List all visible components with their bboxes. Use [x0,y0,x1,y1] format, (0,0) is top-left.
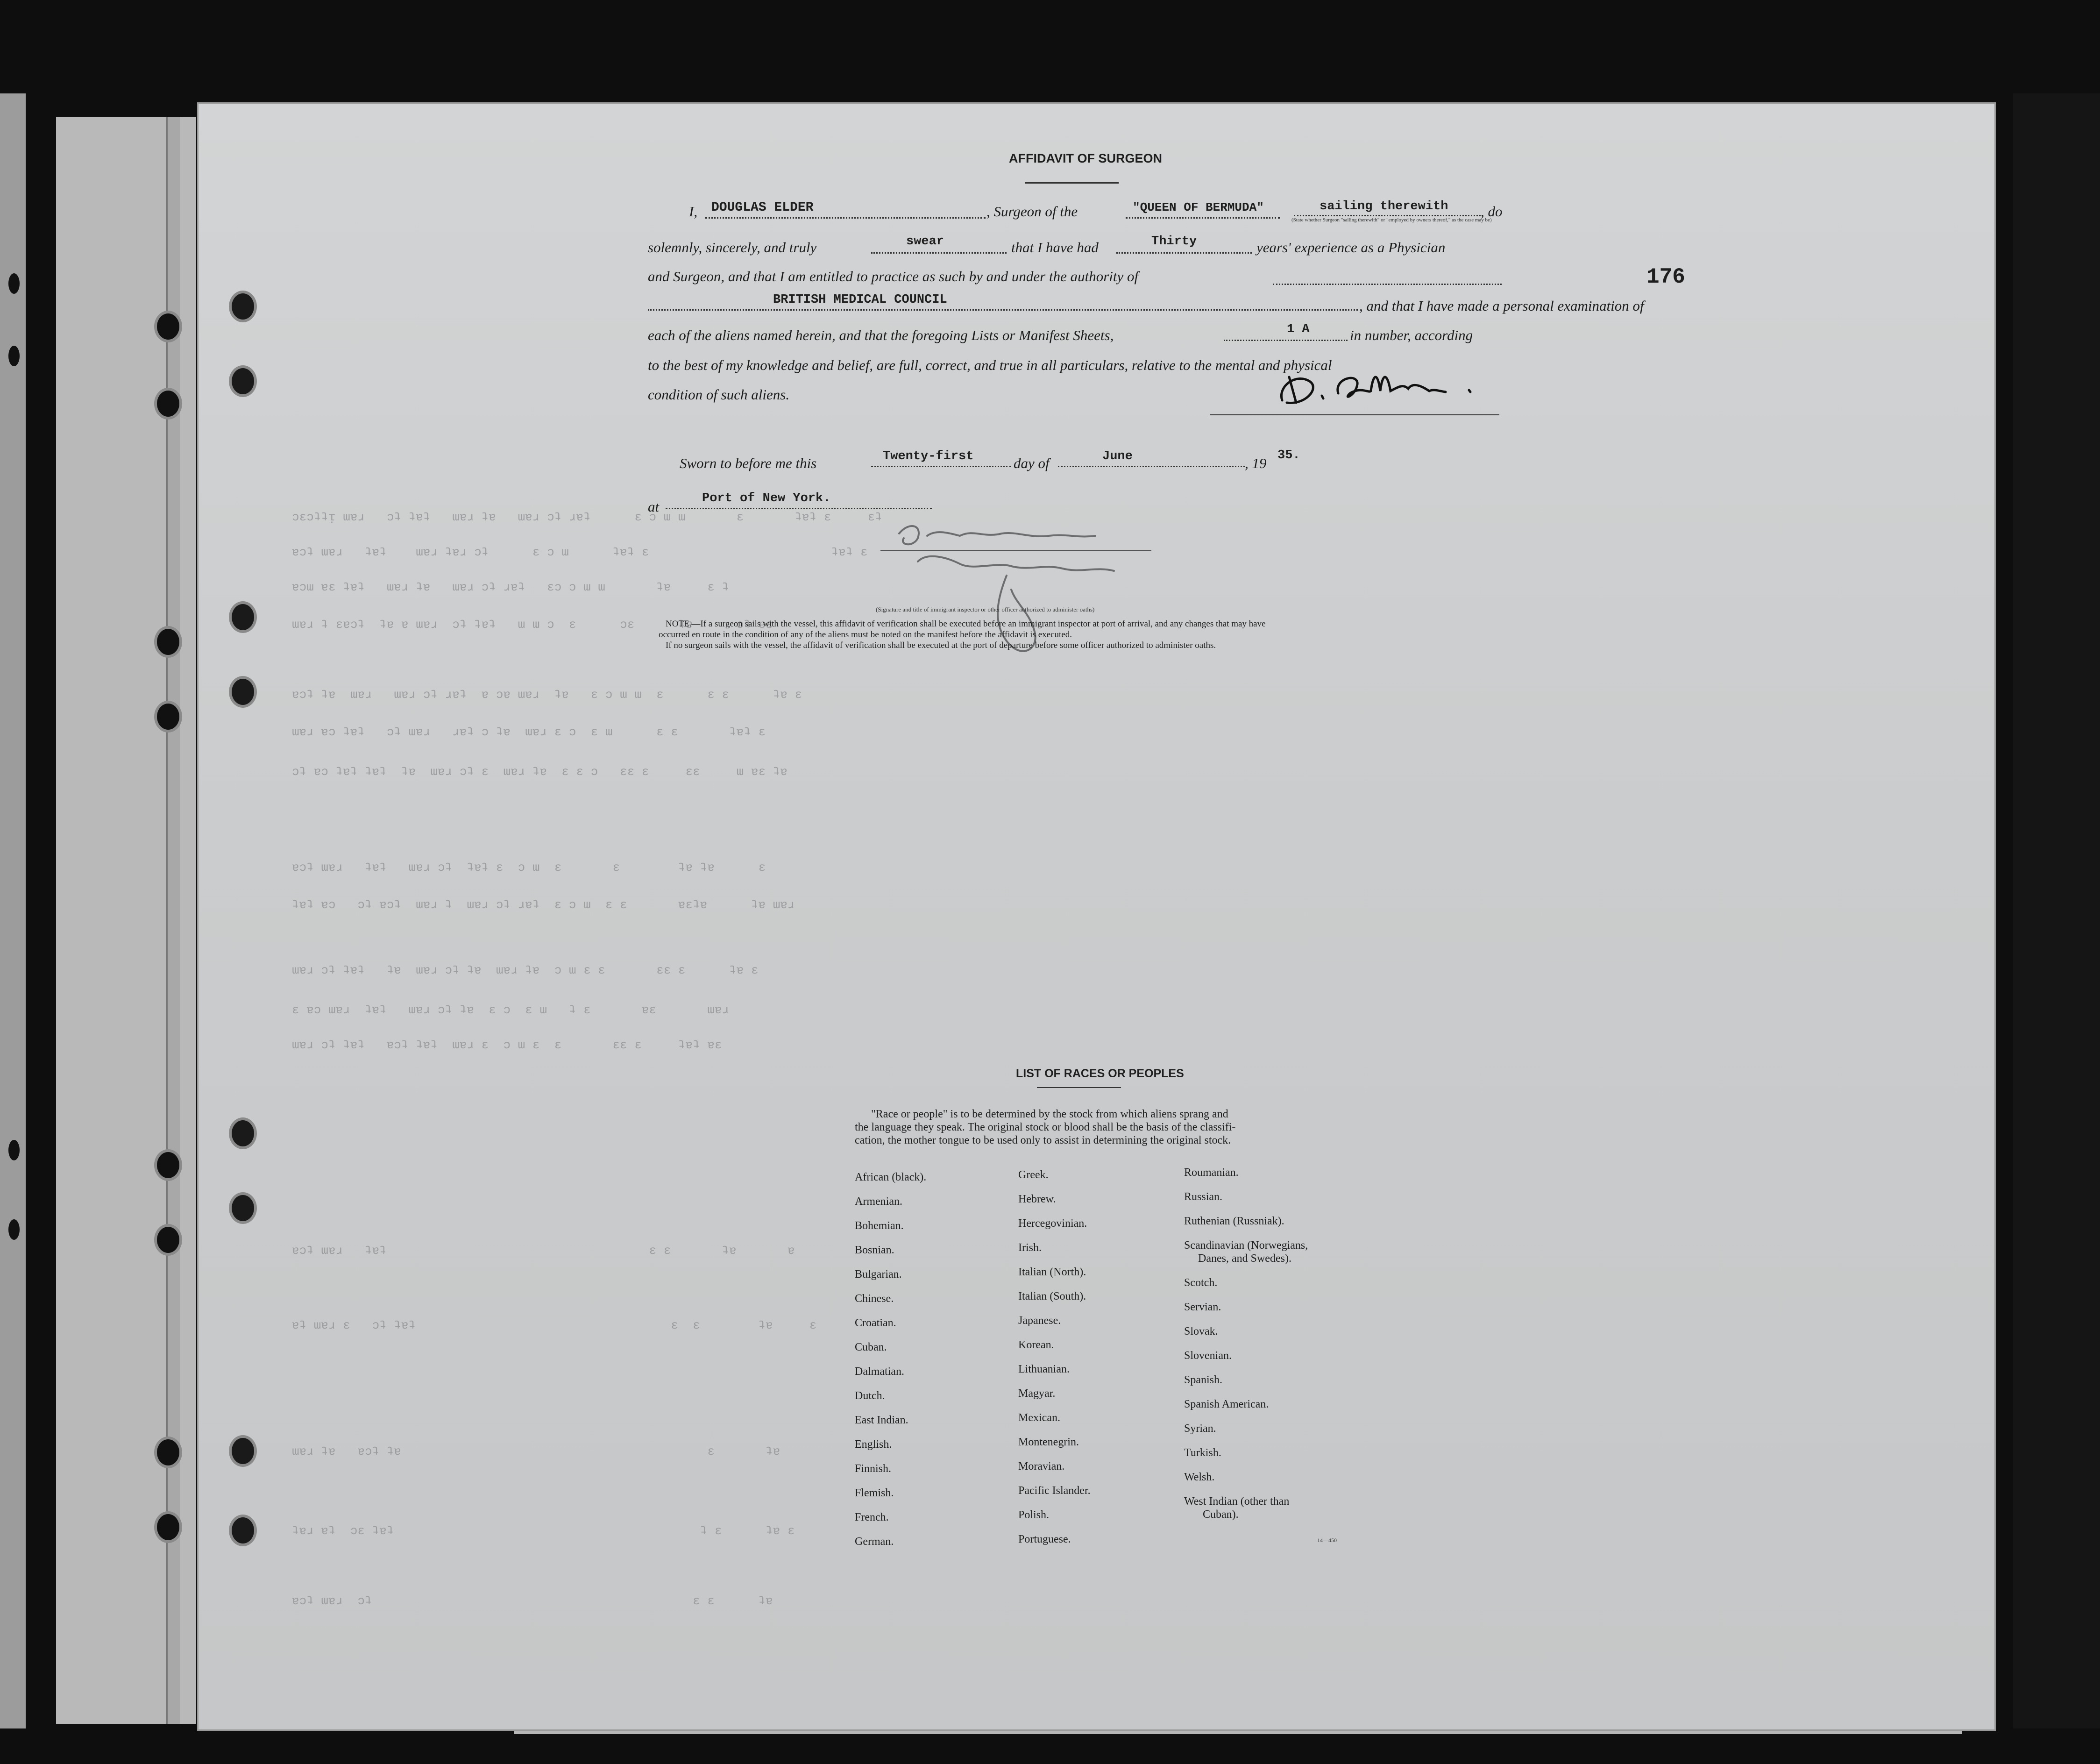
ship-name: "QUEEN OF BERMUDA" [1133,200,1264,214]
race-item: Lithuanian. [1018,1363,1070,1375]
binder-hole-icon [154,311,182,342]
authority-line-2 [648,309,1358,311]
affidavit-sheet: ɔɛɔʇʇᴉ ɯɐɹ ɔʇ ʇɐʇ ɯɐɹ ʇɐ ɯɐɹ ɔʇ ɹɐʇ ɛ ɔ ɯ ɯ ɛ ʇɐʇ ɛ ɛʇ ɐɔʇ ɯɐɹ ʇɐʇ ɯɐɹ ʇɐɹ ɔʇ ɛ ɔ ɯ ʇɐʇ ɛ ʇɐʇ ɛ ɐɔɯ ɐɛ ʇɐʇ ɯɐɹ ʇɐ ɯɐɹ ɔʇ ɹɐʇ ɛɔ ɔ ɯ ɯ ʇɐ ɛ ʇ ɯɐɹ ʇ ɛɐɔʇ ʇɐ ɐ ɯɐɹ ɔʇ ʇɐʇ ɯ ɯ ɔ ɛ ɔɛ ʇɐ ɔʇ ɐɛ ɐɔʇ ʇɐ ɯɐɹ ɯɐɹ ɔʇ ɹɐʇ ɐ ɔɐ ɯɐɹ ʇɐ ɛ ɔ ɯ ɯ ɛ ɛ ɛ ʇɐ ɛ ɯɐɹ ɐɔ ʇɐʇ ɔʇ ɯɐɹ ɹɐʇ ɔ ʇɐ ɯɐɹ ɛ ɔ ɛ ɯ ɛ ɛ ʇɐʇ ɛ ɔʇ ɐɔ ʇɐʇ ʇɐʇ ʇɐ ɯɐɹ ɔʇ ɛ ɯɐɹ ʇɐ ɛ ɛ ɔ ɛɛ ɛ ɛɛ ɯ ɐɛ ʇɐ ɐɔʇ ɯɐɹ ʇɐʇ ɯɐɹ ɔʇ ʇɐʇ ɛ ɔ ɯ ɛ ɛ ʇɐ ʇɐ ɛ ʇɐʇ ɐɔ ɔʇ ɐɔʇ ɯɐɹ ʇ ɯɐɹ ɔʇ ɹɐʇ ɛ ɔ ɯ ɛ ɛ ɐɛʇɐ ʇɐ ɯɐɹ ɯɐɹ ɔʇ ʇɐʇ ʇɐ ɯɐɹ ɔʇ ʇɐ ɯɐɹ ʇɐ ɔ ɯ ɛ ɛ ɛɛ ɛ ʇɐ ɛ ɛ ɐɔ ɯɐɹ ʇɐʇ ɯɐɹ ɔʇ ʇɐ ɛ ɔ ɛ ɯ ʇ ɛ ɐɛ ɯɐɹ ɯɐɹ ɔʇ ʇɐʇ ɐɔʇ ʇɐʇ ɯɐɹ ɛ ɔ ɯ ɛ ɛ ɛɛ ɛ ʇɐʇ ɐɛ ɐɔʇ ɯɐɹ ʇɐʇ ɛ ɛ ʇɐ ɐ ɐʇ ɯɐɹ ɛ ɔʇ ʇɐʇ ɛ ɛ ʇɐ ɛ ɯɐɹ ʇɐ ɐɔʇ ʇɐ ɛ ʇɐ ʇɐɹ ɐʇ ɔɛ ʇɐʇ ʇ ɛ ʇɐ ɛ ɐɔʇ ɯɐɹ ɔʇ ɛ ɛ ʇɐ 176 AFFIDAVIT OF SURGEON I, DOUGLAS ELDER , Surgeon of the "QUEEN OF BERMUDA" sailing therewith (State whether Surgeon "sailing therewith" or "employed by owners thereof," as the case may be) , do solemnly, sincerely, and truly swear that I have had Thirty years' experience as a Physician and Surgeon, and that I am entitled to practice as such by and under the authority of BRITISH MEDICAL COUNCIL , and that I have made a personal examination of each of the aliens named herein, and that the foregoing Lists or Manifest Sheets, 1 A in number, according to the best of my knowledge and belief, are full, correct, and true in all particulars, relative to the mental and physical condition of such aliens. Sworn to before me this Twenty-first day of June , 19 35. at Port of New York. (Signature and title of immigrant inspector or other officer authorized to administer oaths) NOTE.—If a surgeon sails with the vessel, this affidavit of verification shall be executed before an immigrant inspector at port of arrival, and any changes that may have occurred en route in the condition of any of the aliens must be noted on the manifest before the affidavit is executed. If no surgeon sails with the vessel, the affidavit of verification shall be executed at the port of departure before some officer authorized to administer oaths. LIST OF RACES OR PEOPLES "Race or people" is to be determined by the stock from which aliens sprang and the language they speak. The original stock or blood shall be the basis of the classifi- cation, the mother tongue to be used only to assist in determining the original stock. African (black). Armenian. Bohemian. Bosnian. Bulgarian. Chinese. Croatian. Cuban. Dalmatian. Dutch. East Indian. English. Finnish. Flemish. French. German. Greek. Hebrew. Hercegovinian. Irish. Italian (North). Italian (South). Japanese. Korean. Lithuanian. Magyar. Mexican. Montenegrin. Moravian. Pacific Islander. Polish. Portuguese. Roumanian. Russian. Ruthenian (Russniak). Scandinavian (Norwegians, Danes, and Swedes). Scotch. Servian. Slovak. Slovenian. Spanish. Spanish American. Syrian. Turkish. Welsh. West Indian (other than Cuban). 14—450 [199,104,1994,1729]
race-item: English. [855,1438,892,1451]
authority-line-1 [1273,284,1502,285]
binder-hole-icon [154,1149,182,1181]
inspector-signature-icon [890,519,1217,678]
race-item: Danes, and Swedes). [1198,1252,1291,1265]
line3: and Surgeon, and that I am entitled to practice as such by and under the authority of [648,268,1139,285]
sworn-place: Port of New York. [702,491,831,505]
binder-hole-icon [154,1511,182,1543]
race-item: Scotch. [1184,1277,1218,1289]
ship-line [1126,217,1280,219]
inspector-line [880,550,1151,551]
place-line [666,508,932,509]
race-item: Cuban). [1203,1508,1239,1521]
race-item: Magyar. [1018,1387,1056,1400]
race-item: African (black). [855,1171,927,1183]
day-line [871,466,1011,467]
race-item: Armenian. [855,1195,902,1208]
race-item: Irish. [1018,1242,1042,1254]
left-page-edge [166,117,180,1724]
line6: to the best of my knowledge and belief, are full, correct, and true in all particulars, relative to the mental and physical [648,357,1332,373]
sworn-month: June [1102,449,1133,463]
race-item: French. [855,1511,889,1523]
race-item: Montenegrin. [1018,1436,1079,1448]
race-item: West Indian (other than [1184,1495,1290,1508]
race-item: Bulgarian. [855,1268,902,1280]
binder-hole-icon [229,1117,257,1149]
officer-caption: (Signature and title of immigrant inspector or other officer authorized to administer oaths) [876,606,1095,613]
line2-pre: solemnly, sincerely, and truly [648,239,817,256]
sailing-footnote: (State whether Surgeon "sailing therewith" or "employed by owners thereof," as the case may be) [1291,217,1492,223]
race-item: Bosnian. [855,1244,894,1256]
races-title: LIST OF RACES OR PEOPLES [1016,1067,1184,1080]
binder-hole-icon [229,1515,257,1546]
binder-hole-icon [229,291,257,322]
name-line [705,217,986,219]
race-item: Pacific Islander. [1018,1485,1091,1497]
binder-hole-icon [229,1435,257,1467]
binder-hole-icon [8,346,20,366]
race-item: Greek. [1018,1169,1049,1181]
binder-hole-icon [8,1140,20,1160]
races-intro-1: "Race or people" is to be determined by the stock from which aliens sprang and [871,1108,1228,1120]
affidavit-title: AFFIDAVIT OF SURGEON [1009,151,1162,165]
sheets-line [1224,340,1348,341]
races-rule [1037,1087,1121,1088]
binder-hole-icon [8,273,20,294]
title-rule [1025,182,1119,184]
races-intro-2: the language they speak. The original stock or blood shall be the basis of the classifi- [855,1121,1236,1133]
line2-mid: that I have had [1011,239,1099,256]
sailing-line [1294,215,1481,216]
race-item: Moravian. [1018,1460,1065,1472]
race-item: Welsh. [1184,1471,1215,1483]
race-item: Dalmatian. [855,1366,904,1378]
race-item: Turkish. [1184,1447,1221,1459]
right-shadow [2013,93,2100,1728]
binder-hole-icon [154,1437,182,1468]
races-intro-3: cation, the mother tongue to be used only to assist in determining the original stock. [855,1134,1231,1146]
binder-hole-icon [229,676,257,708]
oath-line [871,252,1007,254]
race-item: Polish. [1018,1509,1050,1521]
surgeon-name: DOUGLAS ELDER [711,200,814,215]
note-line-2: occurred en route in the condition of any of the aliens must be noted on the manifest before the affidavit is executed. [659,630,1072,640]
race-item: East Indian. [855,1414,908,1426]
sheet-count: 1 A [1287,322,1310,336]
medical-authority: BRITISH MEDICAL COUNCIL [773,293,947,307]
binder-hole-icon [154,701,182,733]
race-item: Slovak. [1184,1325,1218,1337]
note-line-3: If no surgeon sails with the vessel, the affidavit of verification shall be executed at the port of departure before some officer authorized to administer oaths. [666,640,1216,650]
race-item: Italian (South). [1018,1290,1086,1302]
race-item: Bohemian. [855,1220,904,1232]
race-item: Hercegovinian. [1018,1217,1087,1230]
signature-line [1210,414,1499,415]
binder-hole-icon [229,1192,257,1224]
race-item: Russian. [1184,1191,1223,1203]
race-item: Finnish. [855,1463,892,1475]
years-experience: Thirty [1151,235,1197,249]
line4-post: , and that I have made a personal examination of [1359,298,1644,314]
line1-pre: I, [689,203,698,220]
race-item: Syrian. [1184,1423,1216,1435]
note-line-1: NOTE.—If a surgeon sails with the vessel, this affidavit of verification shall be executed before an immigrant inspector at port of arrival, and any changes that may have [666,619,1266,629]
month-line [1058,466,1245,467]
sailing-status: sailing therewith [1320,199,1448,213]
signature-icon [1268,368,1530,410]
at-label: at [648,498,660,515]
binder-hole-icon [229,365,257,397]
binder-hole-icon [8,1219,20,1240]
race-item: Ruthenian (Russniak). [1184,1215,1284,1227]
form-number: 14—450 [1317,1537,1337,1544]
years-line [1116,252,1252,254]
sworn-century: , 19 [1245,455,1267,471]
race-item: German. [855,1536,894,1548]
race-item: Portuguese. [1018,1533,1071,1545]
line1-mid: , Surgeon of the [986,203,1078,220]
race-item: Korean. [1018,1339,1054,1351]
sworn-pre: Sworn to before me this [680,455,817,471]
race-item: Scandinavian (Norwegians, [1184,1239,1308,1252]
race-item: Spanish. [1184,1374,1223,1386]
race-item: Spanish American. [1184,1398,1269,1410]
line1-post: , do [1481,203,1503,220]
line5-post: in number, according [1350,327,1473,343]
race-item: Slovenian. [1184,1350,1232,1362]
race-item: Japanese. [1018,1315,1061,1327]
race-item: Croatian. [855,1317,896,1329]
race-item: Cuban. [855,1341,887,1353]
race-item: Italian (North). [1018,1266,1086,1278]
binder-hole-icon [154,388,182,420]
binder-hole-icon [229,601,257,633]
oath-word: swear [906,235,944,249]
line7: condition of such aliens. [648,386,790,403]
surgeon-signature [1268,368,1530,410]
line5-pre: each of the aliens named herein, and that the foregoing Lists or Manifest Sheets, [648,327,1114,343]
line2-post: years' experience as a Physician [1256,239,1446,256]
sworn-year: 35. [1277,448,1300,462]
sworn-mid: day of [1014,455,1050,471]
inspector-signature [890,519,1217,678]
sworn-day: Twenty-first [883,449,974,463]
race-item: Chinese. [855,1293,894,1305]
race-item: Roumanian. [1184,1167,1239,1179]
race-item: Servian. [1184,1301,1221,1313]
binder-hole-icon [154,626,182,658]
race-item: Dutch. [855,1390,885,1402]
page-number: 176 [1646,265,1685,289]
scanner-left-strip [0,93,26,1728]
binder-hole-icon [154,1224,182,1256]
race-item: Flemish. [855,1487,894,1499]
race-item: Mexican. [1018,1412,1060,1424]
race-item: Hebrew. [1018,1193,1056,1205]
